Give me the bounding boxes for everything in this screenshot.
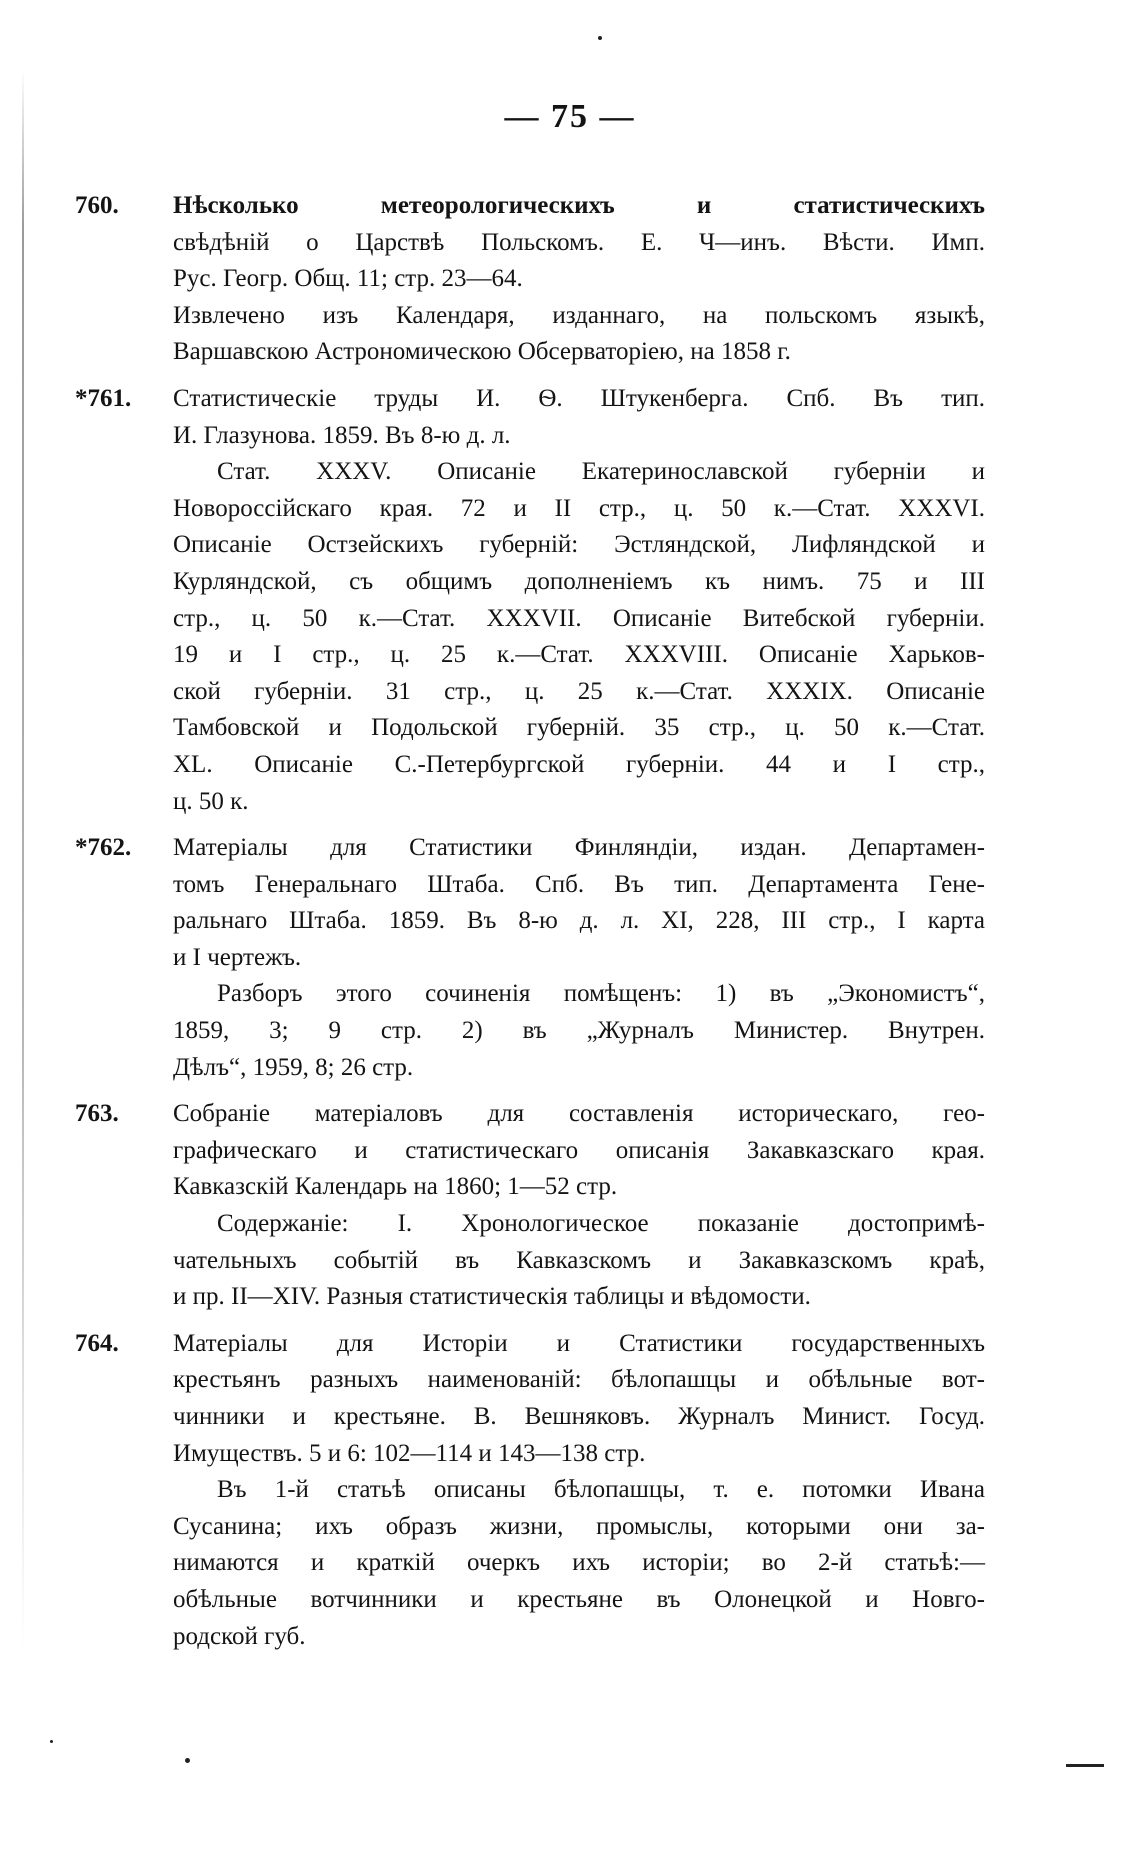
entry-text-line: Собраніе матеріаловъ для составленія историческаго, гео- xyxy=(173,1100,985,1128)
entry-text-line: крестьянъ разныхъ наименованій: бѣлопашцы и обѣльные вот- xyxy=(173,1366,985,1394)
entry-762 xyxy=(75,830,985,1086)
entry-note-line: Варшавскою Астрономическою Обсерваторіею, на 1858 г. xyxy=(173,338,791,366)
margin-dash-mark xyxy=(1066,1764,1104,1767)
entry-text-line: Имуществъ. 5 и 6: 102—114 и 143—138 стр. xyxy=(173,1439,646,1467)
entry-text-line: Статистическіе труды И. Ѳ. Штукенберга. Спб. Въ тип. xyxy=(173,384,985,412)
entry-text-line: графическаго и статистическаго описанія Закавказскаго края. xyxy=(173,1136,985,1164)
entry-note-line: XL. Описаніе С.-Петербургской губерніи. 44 и I стр., xyxy=(173,750,985,778)
entry-note-line: Разборъ этого сочиненія помѣщенъ: 1) въ „Экономистъ“, xyxy=(217,980,985,1008)
entry-number: *762. xyxy=(75,834,132,862)
entry-note-line: Въ 1-й статьѣ описаны бѣлопашцы, т. е. потомки Ивана xyxy=(217,1476,985,1504)
entry-note-line: Новороссійскаго края. 72 и II стр., ц. 50 к.—Стат. XXXVI. xyxy=(173,494,985,522)
entry-note-line: Содержаніе: I. Хронологическое показаніе достопримѣ- xyxy=(217,1210,985,1238)
entry-note-line: обѣльные вотчинники и крестьяне въ Олонецкой и Новго- xyxy=(173,1585,985,1613)
ink-speck xyxy=(50,1740,53,1743)
entry-note-line: Описаніе Остзейскихъ губерній: Эстляндской, Лифляндской и xyxy=(173,531,985,559)
entry-text-line: томъ Генеральнаго Штаба. Спб. Въ тип. Департамента Гене- xyxy=(173,870,985,898)
entry-761 xyxy=(75,381,985,820)
entry-note-line: Сусанина; ихъ образъ жизни, промыслы, которыми они за- xyxy=(173,1512,985,1540)
entry-text-line: свѣдѣній о Царствѣ Польскомъ. Е. Ч—инъ. Вѣсти. Имп. xyxy=(173,228,985,256)
entry-note-line: ской губерніи. 31 стр., ц. 25 к.—Стат. XXXIX. Описаніе xyxy=(173,677,985,705)
entry-note-line: 1859, 3; 9 стр. 2) въ „Журналъ Министер. Внутрен. xyxy=(173,1017,985,1045)
ink-speck xyxy=(598,36,602,40)
entry-note-line: чательныхъ событій въ Кавказскомъ и Закавказскомъ краѣ, xyxy=(173,1246,985,1274)
entry-note-line: Тамбовской и Подольской губерній. 35 стр., ц. 50 к.—Стат. xyxy=(173,714,985,742)
entry-note-line: Стат. XXXV. Описаніе Екатеринославской губерніи и xyxy=(217,458,985,486)
entry-text-line: Рус. Геогр. Общ. 11; стр. 23—64. xyxy=(173,265,523,293)
page-number: — 75 — xyxy=(504,98,636,135)
entry-text-line: Нѣсколько метеорологическихъ и статистическихъ xyxy=(173,192,985,219)
entry-763 xyxy=(75,1096,985,1316)
entry-text-line: Матеріалы для Исторіи и Статистики государственныхъ xyxy=(173,1329,985,1357)
entry-text-line: чинники и крестьяне. В. Вешняковъ. Журналъ Минист. Госуд. xyxy=(173,1403,985,1430)
entry-first-line xyxy=(75,188,985,225)
entry-note-line: Извлечено изъ Календаря, изданнаго, на польскомъ языкѣ, xyxy=(173,301,985,329)
entry-764 xyxy=(75,1326,985,1655)
entry-text-line: Матеріалы для Статистики Финляндіи, издан. Департамен- xyxy=(173,834,985,862)
entry-number: 763. xyxy=(75,1100,119,1128)
entry-text-line: И. Глазунова. 1859. Въ 8-ю д. л. xyxy=(173,421,511,449)
entry-text-line: ральнаго Штаба. 1859. Въ 8-ю д. л. XI, 228, III стр., I карта xyxy=(173,907,985,935)
ink-speck xyxy=(185,1758,190,1763)
entry-note-line: и пр. II—XIV. Разныя статистическія таблицы и вѣдомости. xyxy=(173,1283,811,1311)
entry-number: *761. xyxy=(75,384,132,412)
entry-note-line: Дѣлъ“, 1959, 8; 26 стр. xyxy=(173,1053,414,1081)
entry-text-line: Кавказскій Календарь на 1860; 1—52 стр. xyxy=(173,1173,618,1201)
scan-edge-line xyxy=(22,70,24,1650)
entry-760 xyxy=(75,188,985,371)
entry-number: 760. xyxy=(75,192,119,219)
bibliography-list xyxy=(75,188,985,1665)
entry-note-line: ц. 50 к. xyxy=(173,787,249,815)
entry-first-line xyxy=(75,381,985,418)
entry-note-line: нимаются и краткій очеркъ ихъ исторіи; во 2-й статьѣ:— xyxy=(173,1549,985,1577)
entry-note-line: стр., ц. 50 к.—Стат. XXXVII. Описаніе Витебской губерніи. xyxy=(173,604,985,632)
entry-first-line xyxy=(75,1096,985,1133)
entry-number: 764. xyxy=(75,1329,119,1357)
entry-first-line xyxy=(75,830,985,867)
entry-first-line xyxy=(75,1326,985,1363)
entry-text-line: и I чертежъ. xyxy=(173,943,302,971)
entry-note-line: родской губ. xyxy=(173,1622,306,1650)
entry-note-line: Курляндской, съ общимъ дополненіемъ къ нимъ. 75 и III xyxy=(173,567,985,595)
entry-note-line: 19 и I стр., ц. 25 к.—Стат. XXXVIII. Описаніе Харьков- xyxy=(173,641,985,669)
